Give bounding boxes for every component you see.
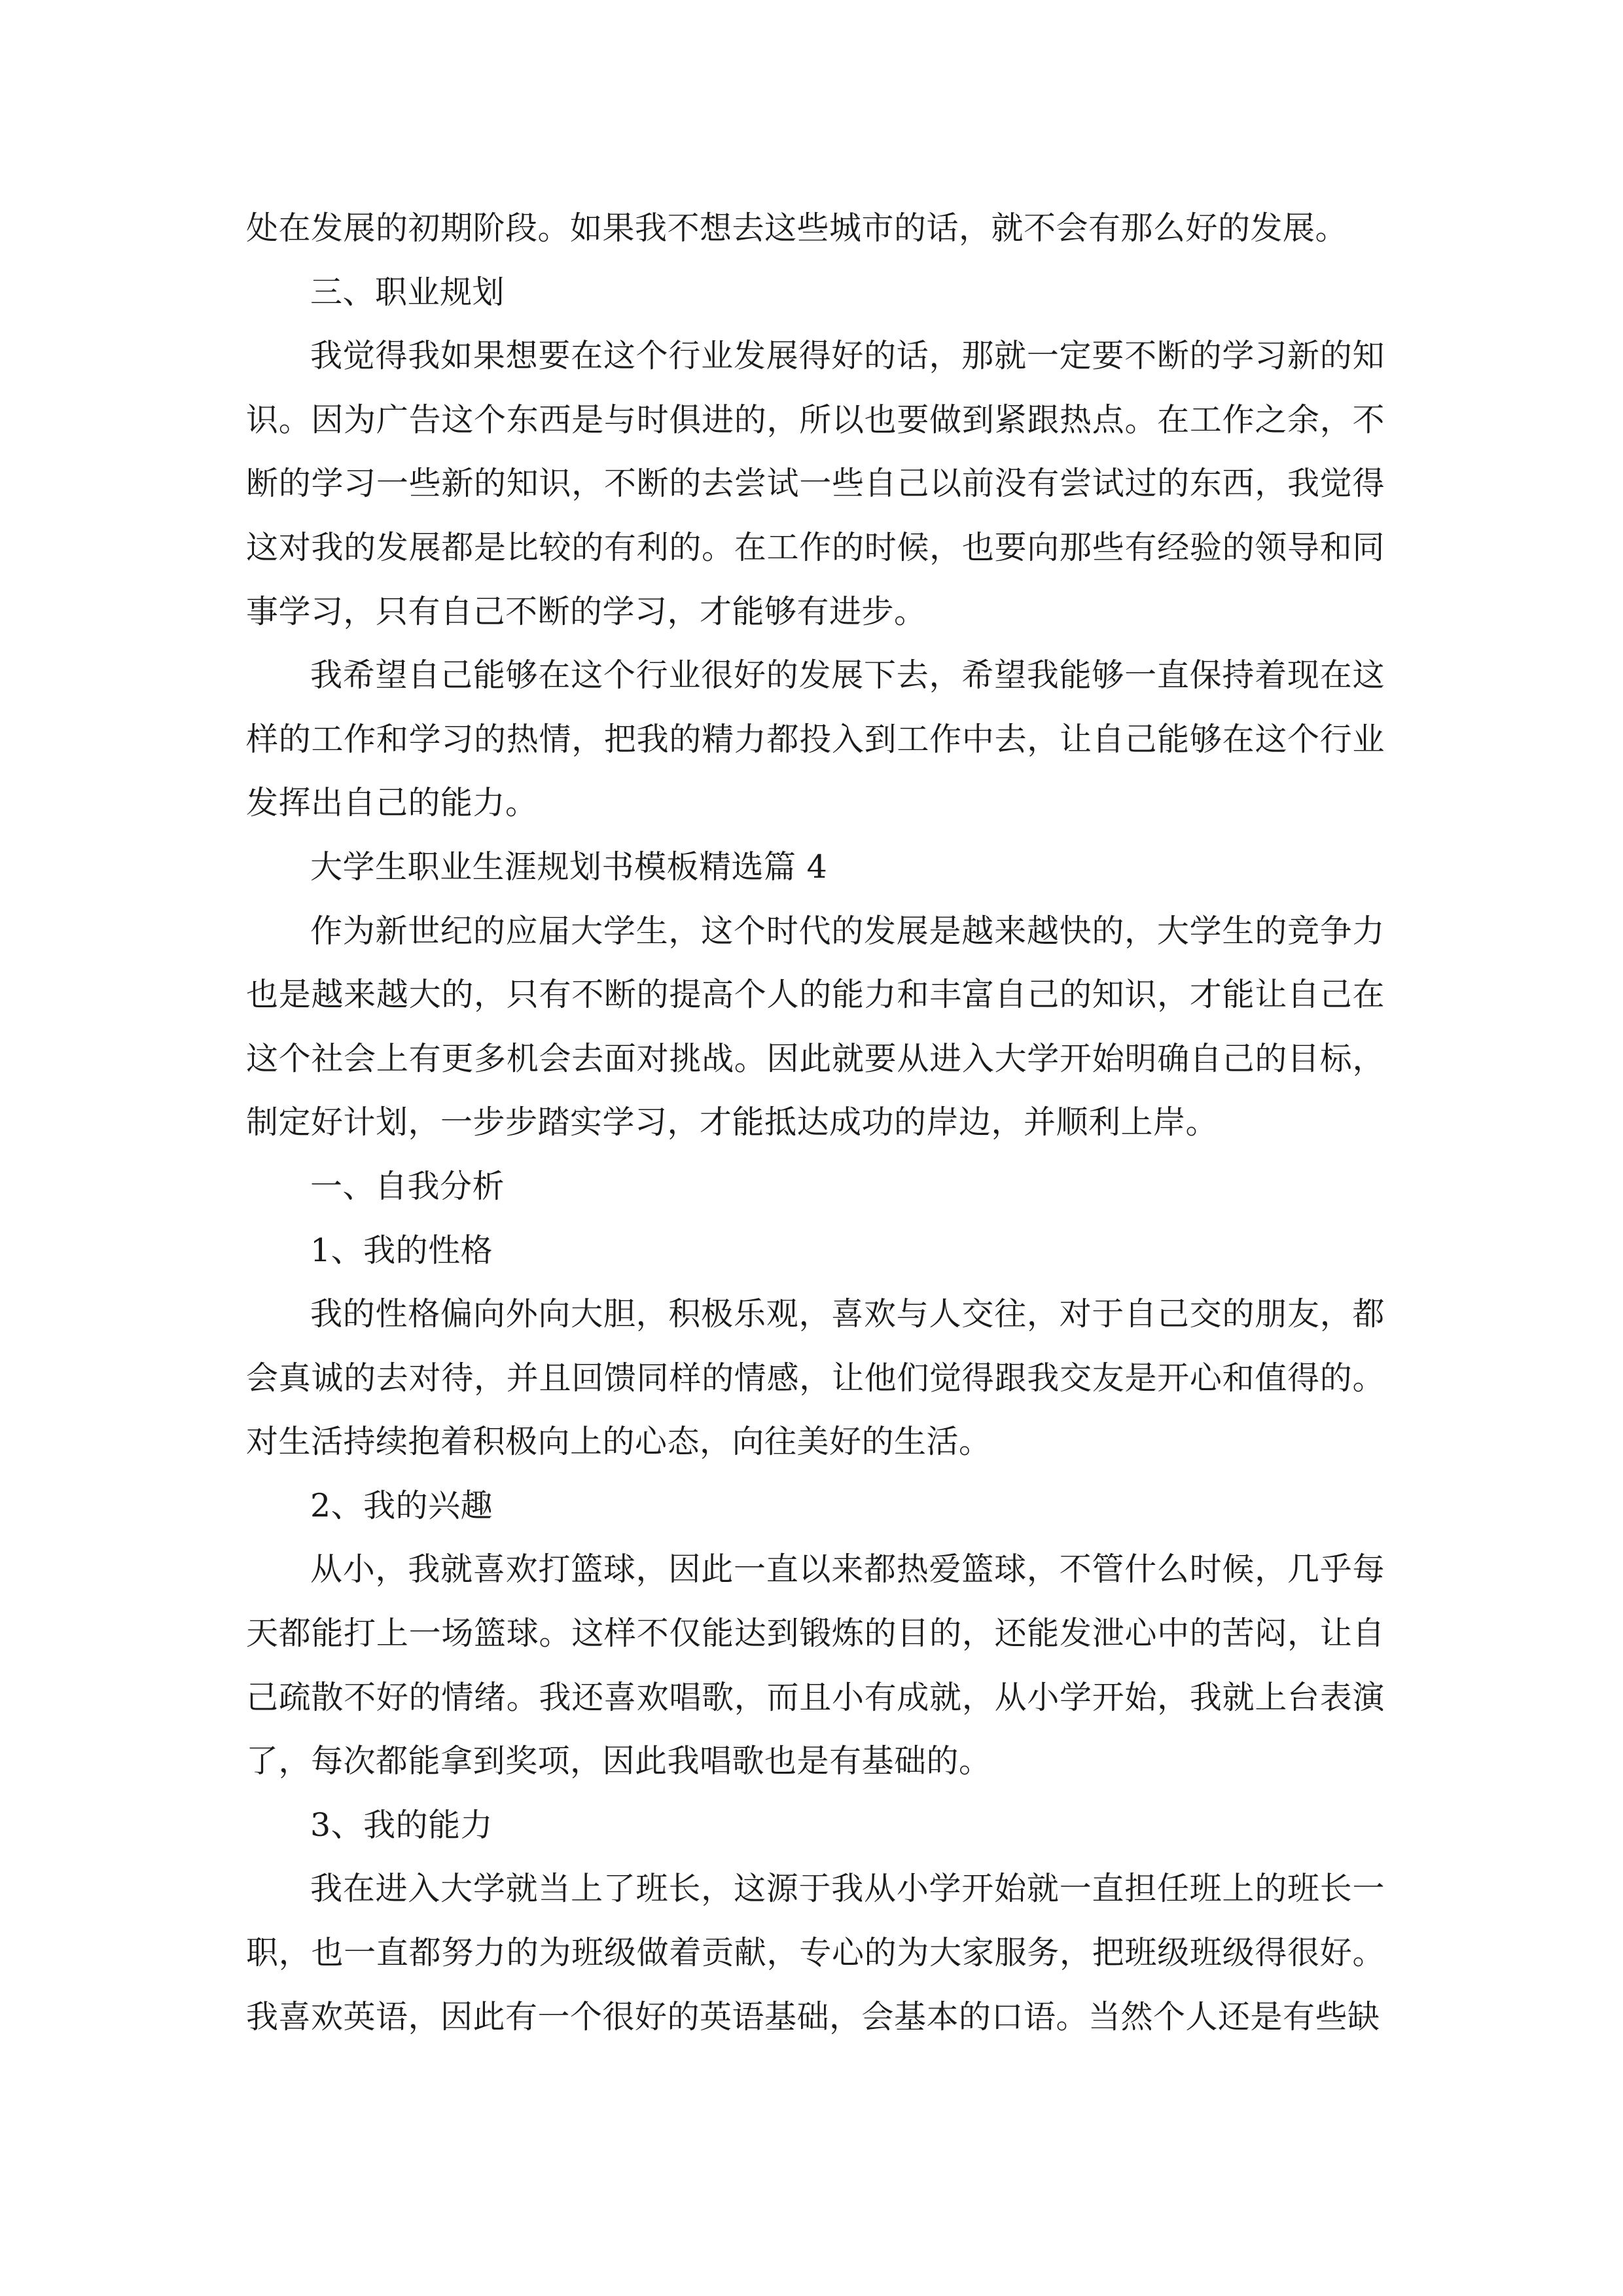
paragraph-intro: 作为新世纪的应届大学生，这个时代的发展是越来越快的，大学生的竞争力也是越来越大的，只有不断的提高个人的能力和丰富自己的知识，才能让自己在这个社会上有更多机会去面对挑战。因此就要从进入大学开始明确自己的目标，制定好计划，一步步踏实学习，才能抵达成功的岸边，并顺利上岸。 xyxy=(246,912,1385,1141)
paragraph-continuation: 处在发展的初期阶段。如果我不想去这些城市的话，就不会有那么好的发展。 xyxy=(246,209,1348,247)
heading-self-analysis: 一、自我分析 xyxy=(310,1167,505,1205)
paragraph-learning: 我觉得我如果想要在这个行业发展得好的话，那就一定要不断的学习新的知识。因为广告这个东西是与时俱进的，所以也要做到紧跟热点。在工作之余，不断的学习一些新的知识，不断的去尝试一些自己以前没有尝试过的东西，我觉得这对我的发展都是比较的有利的。在工作的时候，也要向那些有经验的领导和同事学习，只有自己不断的学习，才能够有进步。 xyxy=(246,337,1385,630)
subheading-abilities: 3、我的能力 xyxy=(310,1806,493,1844)
paragraph-interests: 从小，我就喜欢打篮球，因此一直以来都热爱篮球，不管什么时候，几乎每天都能打上一场篮球。这样不仅能达到锻炼的目的，还能发泄心中的苦闷，让自己疏散不好的情绪。我还喜欢唱歌，而且小有成就，从小学开始，我就上台表演了，每次都能拿到奖项，因此我唱歌也是有基础的。 xyxy=(246,1551,1385,1780)
paragraph-hope: 我希望自己能够在这个行业很好的发展下去，希望我能够一直保持着现在这样的工作和学习的热情，把我的精力都投入到工作中去，让自己能够在这个行业发挥出自己的能力。 xyxy=(246,656,1385,822)
paragraph-abilities: 我在进入大学就当上了班长，这源于我从小学开始就一直担任班上的班长一职，也一直都努力的为班级做着贡献，专心的为大家服务，把班级班级得很好。我喜欢英语，因此有一个很好的英语基础，会基本的口语。当然个人还是有些缺 xyxy=(246,1870,1385,2036)
subheading-personality: 1、我的性格 xyxy=(310,1231,493,1269)
heading-career-planning: 三、职业规划 xyxy=(310,273,505,311)
document-body xyxy=(246,196,1385,2049)
paragraph-personality: 我的性格偏向外向大胆，积极乐观，喜欢与人交往，对于自己交的朋友，都会真诚的去对待，并且回馈同样的情感，让他们觉得跟我交友是开心和值得的。对生活持续抱着积极向上的心态，向往美好的生活。 xyxy=(246,1295,1385,1461)
subheading-interests: 2、我的兴趣 xyxy=(310,1486,493,1524)
section-title-part4: 大学生职业生涯规划书模板精选篇 4 xyxy=(310,848,828,886)
